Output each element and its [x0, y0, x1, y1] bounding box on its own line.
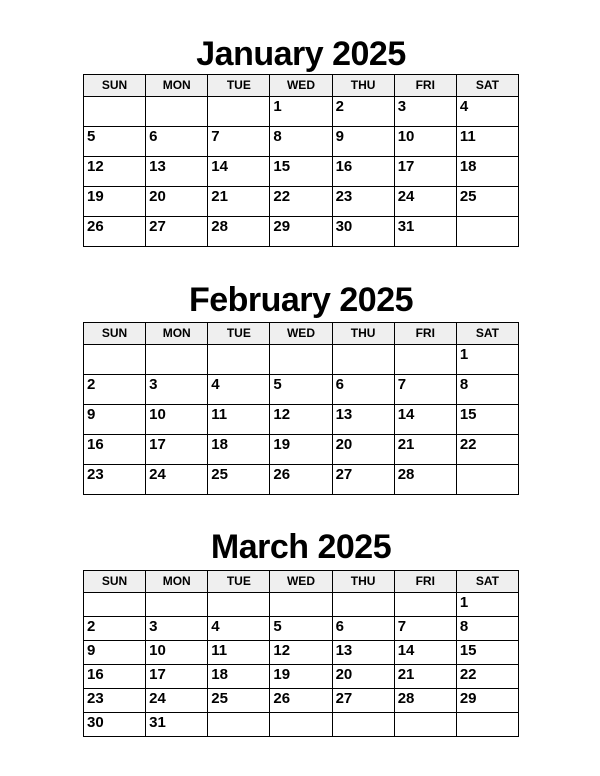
- day-cell: [456, 465, 518, 495]
- day-cell: 26: [270, 689, 332, 713]
- day-cell: 10: [146, 641, 208, 665]
- day-cell: 11: [456, 127, 518, 157]
- weekday-header: FRI: [394, 75, 456, 97]
- day-cell: 20: [146, 187, 208, 217]
- day-cell: 1: [270, 97, 332, 127]
- weekday-header: THU: [332, 323, 394, 345]
- day-cell: 24: [394, 187, 456, 217]
- day-cell: 21: [394, 665, 456, 689]
- week-row: [84, 157, 519, 187]
- day-cell: 12: [84, 157, 146, 187]
- day-cell: 27: [332, 689, 394, 713]
- month-title: February 2025: [188, 281, 414, 319]
- day-cell: 1: [456, 593, 518, 617]
- day-cell: [146, 345, 208, 375]
- day-cell: 25: [208, 689, 270, 713]
- week-row: [84, 375, 519, 405]
- day-cell: 14: [394, 641, 456, 665]
- day-cell: 6: [332, 375, 394, 405]
- day-cell: 14: [208, 157, 270, 187]
- day-cell: 4: [208, 617, 270, 641]
- day-cell: 19: [270, 665, 332, 689]
- day-cell: 3: [394, 97, 456, 127]
- week-row: [84, 405, 519, 435]
- day-cell: 18: [208, 435, 270, 465]
- day-cell: 5: [270, 617, 332, 641]
- day-cell: 24: [146, 689, 208, 713]
- day-cell: 25: [456, 187, 518, 217]
- day-cell: 9: [332, 127, 394, 157]
- week-row: [84, 187, 519, 217]
- weekday-header: TUE: [208, 571, 270, 593]
- day-cell: 27: [146, 217, 208, 247]
- day-cell: 3: [146, 375, 208, 405]
- day-cell: 15: [456, 641, 518, 665]
- day-cell: 11: [208, 405, 270, 435]
- day-cell: 2: [84, 375, 146, 405]
- day-cell: 29: [270, 217, 332, 247]
- weekday-header: FRI: [394, 571, 456, 593]
- day-cell: 23: [332, 187, 394, 217]
- day-cell: 14: [394, 405, 456, 435]
- weekday-header: TUE: [208, 75, 270, 97]
- day-cell: 5: [84, 127, 146, 157]
- day-cell: 28: [394, 465, 456, 495]
- day-cell: 20: [332, 435, 394, 465]
- weekday-header: MON: [146, 75, 208, 97]
- day-cell: 17: [146, 435, 208, 465]
- day-cell: [332, 345, 394, 375]
- weekday-header: WED: [270, 571, 332, 593]
- day-cell: 31: [146, 713, 208, 737]
- week-row: [84, 465, 519, 495]
- day-cell: 16: [332, 157, 394, 187]
- day-cell: 1: [456, 345, 518, 375]
- day-cell: 23: [84, 689, 146, 713]
- day-cell: 27: [332, 465, 394, 495]
- calendar-grid: [83, 74, 519, 247]
- day-cell: 22: [456, 665, 518, 689]
- day-cell: [394, 345, 456, 375]
- day-cell: 12: [270, 641, 332, 665]
- day-cell: 13: [146, 157, 208, 187]
- day-cell: 26: [270, 465, 332, 495]
- day-cell: 19: [270, 435, 332, 465]
- weekday-header: FRI: [394, 323, 456, 345]
- day-cell: 13: [332, 641, 394, 665]
- day-cell: 29: [456, 689, 518, 713]
- week-row: [84, 689, 519, 713]
- day-cell: 15: [456, 405, 518, 435]
- day-cell: 16: [84, 435, 146, 465]
- day-cell: [84, 345, 146, 375]
- weekday-header: TUE: [208, 323, 270, 345]
- day-cell: 25: [208, 465, 270, 495]
- day-cell: 7: [394, 375, 456, 405]
- day-cell: [394, 593, 456, 617]
- week-row: [84, 435, 519, 465]
- weekday-header: WED: [270, 323, 332, 345]
- day-cell: [208, 345, 270, 375]
- day-cell: 9: [84, 405, 146, 435]
- calendar-grid: [83, 570, 519, 737]
- day-cell: 20: [332, 665, 394, 689]
- week-row: [84, 593, 519, 617]
- day-cell: [84, 97, 146, 127]
- day-cell: 13: [332, 405, 394, 435]
- calendar-grid: [83, 322, 519, 495]
- day-cell: [332, 593, 394, 617]
- week-row: [84, 217, 519, 247]
- day-cell: [270, 345, 332, 375]
- month-title: January 2025: [196, 35, 406, 73]
- day-cell: 8: [456, 375, 518, 405]
- weekday-header: THU: [332, 571, 394, 593]
- day-cell: 2: [84, 617, 146, 641]
- day-cell: 3: [146, 617, 208, 641]
- week-row: [84, 617, 519, 641]
- weekday-header-row: [84, 75, 519, 97]
- day-cell: 22: [270, 187, 332, 217]
- day-cell: 9: [84, 641, 146, 665]
- day-cell: 30: [84, 713, 146, 737]
- day-cell: 22: [456, 435, 518, 465]
- week-row: [84, 713, 519, 737]
- day-cell: [146, 97, 208, 127]
- weekday-header: SAT: [456, 571, 518, 593]
- weekday-header: SUN: [84, 323, 146, 345]
- month-title: March 2025: [210, 528, 392, 566]
- day-cell: 28: [394, 689, 456, 713]
- day-cell: 31: [394, 217, 456, 247]
- day-cell: 24: [146, 465, 208, 495]
- day-cell: [332, 713, 394, 737]
- day-cell: 21: [208, 187, 270, 217]
- weekday-header: MON: [146, 571, 208, 593]
- day-cell: 23: [84, 465, 146, 495]
- day-cell: 17: [394, 157, 456, 187]
- day-cell: 12: [270, 405, 332, 435]
- day-cell: [208, 713, 270, 737]
- day-cell: 6: [332, 617, 394, 641]
- day-cell: 4: [456, 97, 518, 127]
- day-cell: [84, 593, 146, 617]
- day-cell: [394, 713, 456, 737]
- day-cell: [146, 593, 208, 617]
- day-cell: 6: [146, 127, 208, 157]
- day-cell: [270, 593, 332, 617]
- week-row: [84, 97, 519, 127]
- day-cell: 10: [394, 127, 456, 157]
- day-cell: 7: [394, 617, 456, 641]
- day-cell: 28: [208, 217, 270, 247]
- weekday-header: THU: [332, 75, 394, 97]
- day-cell: [456, 217, 518, 247]
- week-row: [84, 345, 519, 375]
- day-cell: 17: [146, 665, 208, 689]
- weekday-header-row: [84, 571, 519, 593]
- weekday-header-row: [84, 323, 519, 345]
- day-cell: [270, 713, 332, 737]
- day-cell: 5: [270, 375, 332, 405]
- weekday-header: MON: [146, 323, 208, 345]
- day-cell: 8: [270, 127, 332, 157]
- day-cell: 10: [146, 405, 208, 435]
- weekday-header: SUN: [84, 571, 146, 593]
- weekday-header: WED: [270, 75, 332, 97]
- day-cell: 16: [84, 665, 146, 689]
- week-row: [84, 665, 519, 689]
- day-cell: 2: [332, 97, 394, 127]
- week-row: [84, 127, 519, 157]
- weekday-header: SAT: [456, 323, 518, 345]
- day-cell: 4: [208, 375, 270, 405]
- day-cell: 8: [456, 617, 518, 641]
- day-cell: 11: [208, 641, 270, 665]
- day-cell: 15: [270, 157, 332, 187]
- day-cell: 30: [332, 217, 394, 247]
- week-row: [84, 641, 519, 665]
- day-cell: 19: [84, 187, 146, 217]
- day-cell: 18: [208, 665, 270, 689]
- day-cell: 18: [456, 157, 518, 187]
- day-cell: 21: [394, 435, 456, 465]
- day-cell: [456, 713, 518, 737]
- weekday-header: SUN: [84, 75, 146, 97]
- day-cell: [208, 97, 270, 127]
- day-cell: 26: [84, 217, 146, 247]
- day-cell: [208, 593, 270, 617]
- day-cell: 7: [208, 127, 270, 157]
- weekday-header: SAT: [456, 75, 518, 97]
